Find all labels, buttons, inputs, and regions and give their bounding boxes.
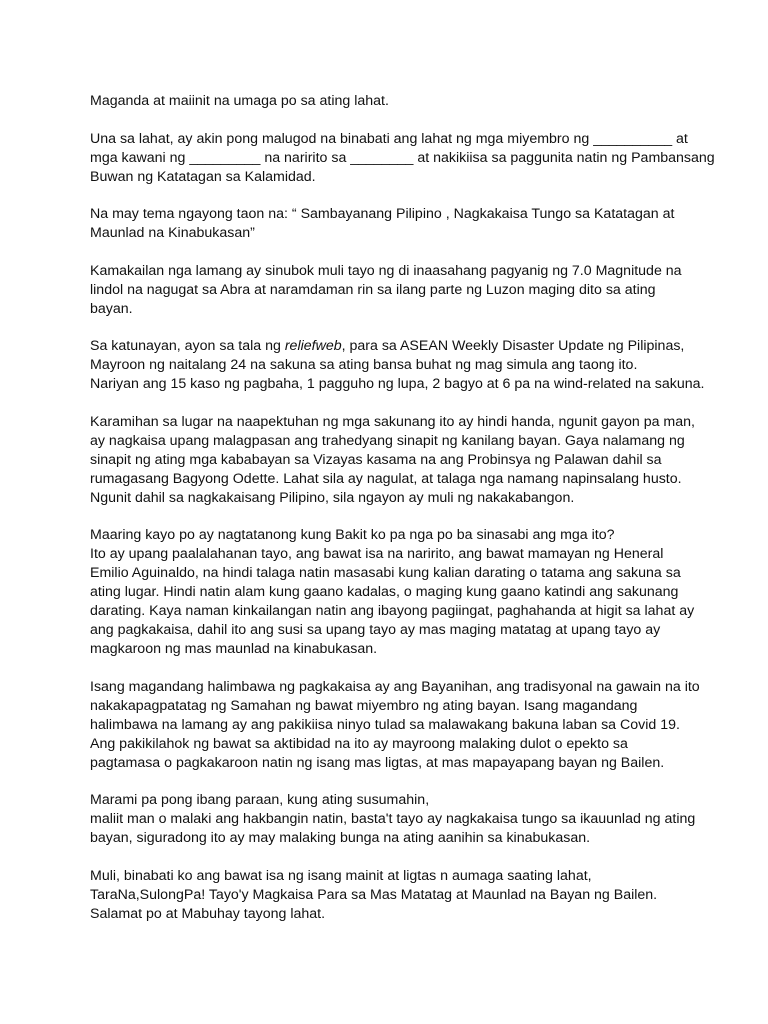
text-line: Buwan ng Katatagan sa Kalamidad.: [90, 168, 316, 185]
text-line: Maunlad na Kinabukasan”: [90, 225, 255, 241]
text-line: Mayroon ng naitalang 24 na sakuna sa ating bansa buhat ng mag simula ang taong ito.: [90, 357, 638, 373]
text-line: TaraNa,SulongPa! Tayo'y Magkaisa Para sa Mas Matatag at Maunlad na Bayan ng Bailen.: [90, 886, 658, 903]
text-line: Muli, binabati ko ang bawat isa ng isang mainit at ligtas n aumaga saating lahat,: [90, 867, 592, 884]
text-line: Na may tema ngayong taon na: “ Sambayanang Pilipino , Nagkakaisa Tungo sa Katatagan at: [90, 206, 675, 222]
text-line: Maganda at maiinit na umaga po sa ating lahat.: [90, 93, 389, 109]
why-paragraph: [90, 526, 720, 659]
text-line: lindol na nagugat sa Abra at naramdaman rin sa ilang parte ng Luzon maging dito sa ating: [90, 281, 656, 298]
text-line: bayan, siguradong ito ay may malaking bunga na ating aanihin sa kinabukasan.: [90, 830, 591, 846]
text-line: [90, 337, 720, 356]
text-line: sinapit ng ating mga kababayan sa Vizayas kasama na ang Probinsya ng Palawan dahil sa: [90, 451, 662, 468]
reliefweb-paragraph: [90, 337, 720, 394]
text-line: mga kawani ng _________ na naririto sa ________ at nakikiisa sa paggunita natin ng Pambansang: [90, 149, 715, 166]
bayanihan-paragraph: [90, 678, 720, 773]
text-line: Marami pa pong ibang paraan, kung ating susumahin,: [90, 792, 430, 808]
text-segment: , para sa ASEAN Weekly Disaster Update ng Pilipinas,: [341, 338, 685, 354]
text-line: Maaring kayo po ay nagtatanong kung Bakit ko pa nga po ba sinasabi ang mga ito?: [90, 527, 615, 543]
text-line: pagtamasa o pagkakaroon natin ng isang mas ligtas, at mas mapayapang bayan ng Bailen.: [90, 754, 665, 771]
text-line: Una sa lahat, ay akin pong malugod na binabati ang lahat ng mga miyembro ng __________ at: [90, 130, 688, 147]
closing-paragraph: [90, 867, 720, 924]
earthquake-paragraph: [90, 262, 720, 319]
text-line: rumagasang Bagyong Odette. Lahat sila ay nagulat, at talaga nga namang napinsalang husto.: [90, 470, 682, 487]
text-line: Emilio Aguinaldo, na hindi talaga natin masasabi kung kalian darating o tatama ang sakuna sa: [90, 565, 681, 581]
text-line: Ito ay upang paalalahanan tayo, ang bawat isa na naririto, ang bawat mamayan ng Heneral: [90, 546, 664, 562]
text-line: Karamihan sa lugar na naapektuhan ng mga sakunang ito ay hindi handa, ngunit gayon pa man,: [90, 413, 695, 430]
theme-paragraph: [90, 205, 720, 243]
text-line: ang pagkakaisa, dahil ito ang susi sa upang tayo ay mas maging matatag at upang tayo ay: [90, 622, 661, 638]
welcome-paragraph: [90, 130, 720, 187]
text-line: Ang pakikilahok ng bawat sa aktibidad na ito ay mayroong malaking dulot o epekto sa: [90, 735, 628, 752]
text-line: bayan.: [90, 300, 133, 317]
text-line: ay nagkaisa upang malagpasan ang trahedyang sinapit ng kanilang bayan. Gaya nalamang ng: [90, 432, 685, 449]
text-line: Kamakailan nga lamang ay sinubok muli tayo ng di inaasahang pagyanig ng 7.0 Magnitude na: [90, 262, 682, 279]
text-line: nakakapagpatatag ng Samahan ng bawat miyembro ng ating bayan. Isang magandang: [90, 697, 638, 714]
text-segment: Sa katunayan, ayon sa tala ng: [90, 338, 285, 354]
text-line: ating lugar. Hindi natin alam kung gaano kadalas, o maging kung gaano katindi ang sakunang: [90, 584, 679, 600]
text-line: Ngunit dahil sa nagkakaisang Pilipino, sila ngayon ay muli ng nakakabangon.: [90, 489, 575, 506]
text-line: magkaroon ng mas maunlad na kinabukasan.: [90, 641, 378, 657]
text-line: maliit man o malaki ang hakbangin natin, basta't tayo ay nagkakaisa tungo sa ikauunlad ng ating: [90, 811, 696, 827]
reliefweb-italic: reliefweb: [284, 338, 342, 354]
text-line: halimbawa na lamang ay ang pakikiisa ninyo tulad sa malawakang bakuna laban sa Covid 19.: [90, 716, 680, 733]
ways-paragraph: [90, 791, 720, 848]
text-line: darating. Kaya naman kinkailangan natin ang ibayong pagiingat, paghahanda at higit sa lahat ay: [90, 603, 695, 619]
text-line: Isang magandang halimbawa ng pagkakaisa ay ang Bayanihan, ang tradisyonal na gawain na ito: [90, 678, 700, 695]
affected-paragraph: [90, 413, 720, 508]
greeting-paragraph: [90, 92, 720, 111]
text-line: Nariyan ang 15 kaso ng pagbaha, 1 pagguho ng lupa, 2 bagyo at 6 pa na wind-related na sakuna.: [90, 376, 705, 392]
document-page: [90, 92, 720, 942]
text-line: Salamat po at Mabuhay tayong lahat.: [90, 905, 326, 922]
